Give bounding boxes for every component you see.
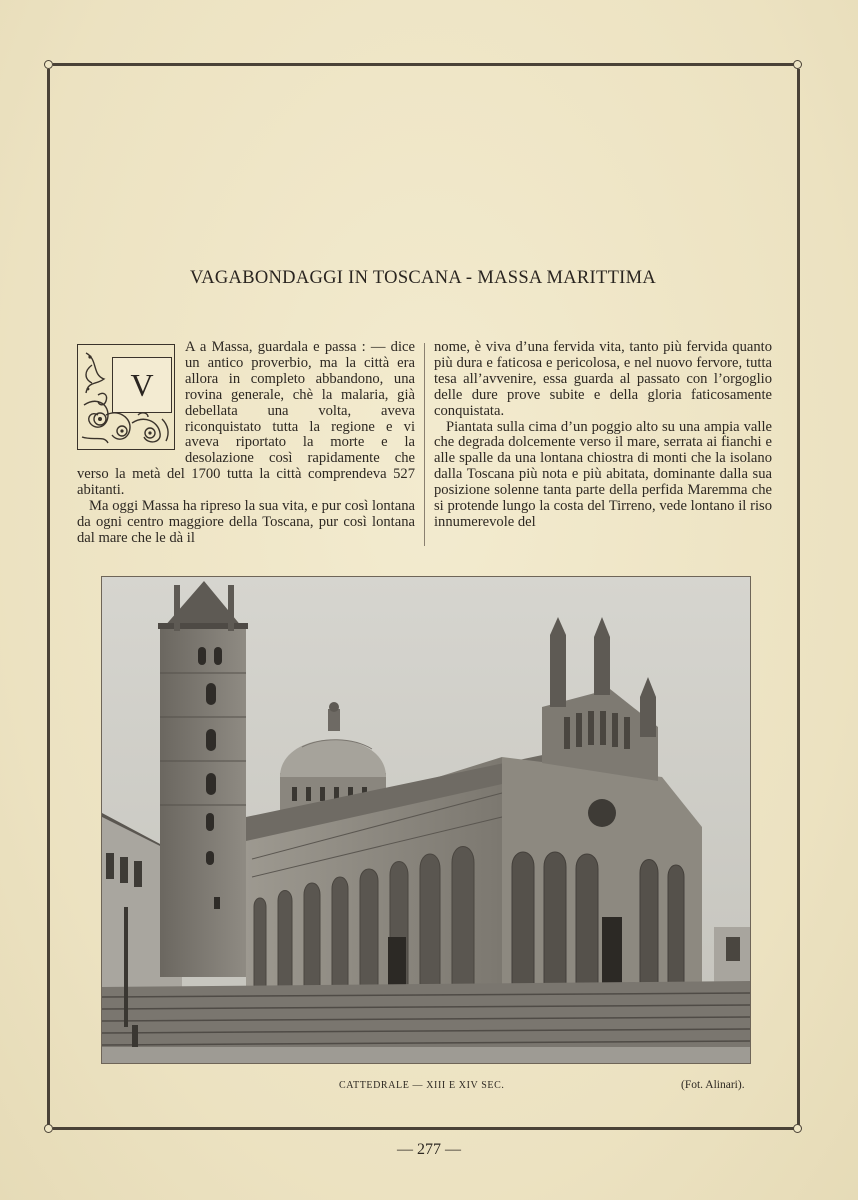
frame-top-rule <box>53 63 797 66</box>
frame-left-rule <box>47 69 50 1125</box>
cathedral-photograph <box>101 576 751 1064</box>
frame-bottom-rule <box>53 1127 797 1130</box>
cathedral-illustration <box>102 577 750 1063</box>
frame-corner-ornament <box>44 60 53 69</box>
left-paragraph-2: Ma oggi Massa ha ripreso la sua vita, e pur così lontana da ogni centro maggiore della Toscana, pur così lontana dal mare che le dà il <box>77 498 415 546</box>
right-paragraph-1: nome, è viva d’una fervida vita, tanto più fervida quanto più dura e faticosa e pericolosa, e nel nuovo fervore, tutta tesa all’avvenire, essa guarda al passato con l’orgoglio delle dure prove subite e della gloria faticosamente conquistata. <box>434 339 772 419</box>
left-paragraph-1: A a Massa, guardala e passa : — dice un antico proverbio, ma la città era allora in completo abbandono, una rovina generale, chè la malaria, già debellata una volta, aveva riconquistato tutta la regione e vi aveva riportato la morte e la desolazione così rapidamente che verso la metà del 1700 tutta la città comprendeva 527 abitanti. <box>77 339 415 499</box>
column-divider <box>424 343 425 546</box>
photo-credit: (Fot. Alinari). <box>681 1079 745 1091</box>
decorated-initial <box>77 344 175 450</box>
figure-caption: CATTEDRALE — XIII E XIV SEC. <box>339 1080 505 1091</box>
frame-corner-ornament <box>793 60 802 69</box>
left-column <box>77 340 415 547</box>
page-number: — 277 — <box>397 1141 461 1158</box>
right-column <box>434 340 772 531</box>
initial-letter: V <box>112 357 172 413</box>
frame-corner-ornament <box>793 1124 802 1133</box>
article-title: VAGABONDAGGI IN TOSCANA - MASSA MARITTIMA <box>189 268 657 288</box>
frame-corner-ornament <box>44 1124 53 1133</box>
right-paragraph-2: Piantata sulla cima d’un poggio alto su una ampia valle che degrada dolcemente verso il mare, serrata ai fianchi e alle spalle da una lontana chiostra di monti che la isolano dalla Toscana più nota e più abitata, dominante dalla sua posizione solenne tanta parte della perfida Maremma che si protende lungo la costa del Tirreno, vede lontano il riso innumerevole del <box>434 418 772 530</box>
frame-right-rule <box>797 69 800 1125</box>
